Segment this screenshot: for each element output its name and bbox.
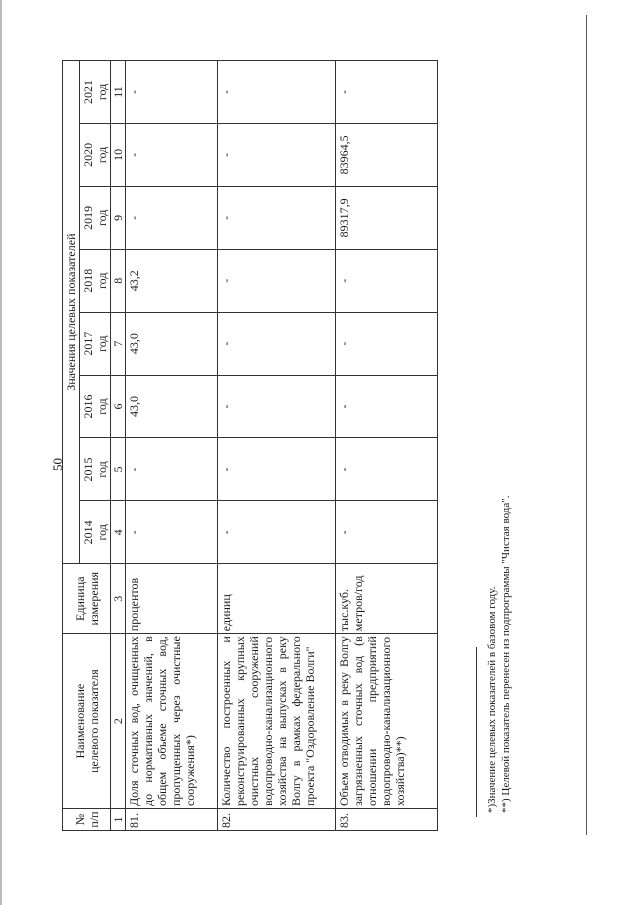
row-number: 83. (336, 809, 438, 831)
row-number: 82. (218, 809, 336, 831)
column-index: 2 (111, 634, 126, 809)
value-cell: - (218, 123, 336, 186)
value-cell: - (218, 249, 336, 312)
value-cell: - (336, 501, 438, 564)
value-cell: - (336, 249, 438, 312)
footnote-2: **) Целевой показатель перенесен из подпрограммы "Чистая вода". (500, 495, 512, 813)
values-group-header: Значения целевых показателей (63, 61, 80, 564)
target-indicators-table (62, 60, 438, 831)
year-header: 2021 год (80, 61, 111, 124)
value-cell: - (336, 61, 438, 124)
value-cell: 43,0 (126, 312, 218, 375)
year-header: 2020 год (80, 123, 111, 186)
col-unit-header: Единица измерения (63, 564, 111, 634)
year-header: 2018 год (80, 249, 111, 312)
value-cell: - (218, 501, 336, 564)
value-cell: - (336, 438, 438, 501)
column-index: 7 (111, 312, 126, 375)
value-cell: 43,2 (126, 249, 218, 312)
column-index: 8 (111, 249, 126, 312)
column-index: 3 (111, 564, 126, 634)
column-index: 5 (111, 438, 126, 501)
value-cell: - (126, 123, 218, 186)
year-header: 2016 год (80, 375, 111, 438)
column-index: 9 (111, 186, 126, 249)
value-cell: - (126, 61, 218, 124)
value-cell: - (336, 375, 438, 438)
footnotes (485, 496, 513, 814)
column-index: 11 (111, 61, 126, 124)
value-cell: - (218, 61, 336, 124)
table-row (336, 61, 438, 831)
unit-cell: тыс.куб. метров/год (336, 564, 438, 634)
value-cell: - (218, 375, 336, 438)
footnote-separator (476, 647, 477, 817)
value-cell: 89317,9 (336, 186, 438, 249)
value-cell: - (218, 186, 336, 249)
page-bottom-rule (586, 15, 587, 835)
unit-cell: единиц (218, 564, 336, 634)
column-index: 6 (111, 375, 126, 438)
indicator-name: Объем отводимых в реку Волгу загрязненных сточных вод (в отношении предприятий водопроводно-канализационного хозяйства)**) (336, 634, 438, 809)
header-row-1 (63, 61, 80, 831)
year-header: 2019 год (80, 186, 111, 249)
column-index: 10 (111, 123, 126, 186)
indicator-name: Количество построенных и реконструированных крупных очистных сооружений водопроводно-канализационного хозяйства на выпусках в реку Волгу в рамках федерального проекта "Оздоровление Волги" (218, 634, 336, 809)
indicator-name: Доля сточных вод, очищенных до нормативных значений, в общем объеме сточных вод, пропущенных через очистные сооружения*) (126, 634, 218, 809)
col-name-header: Наименование целевого показателя (63, 634, 111, 809)
page-number: 50 (50, 458, 65, 471)
col-number-header: № п/п (63, 809, 111, 831)
footnote-1: *)Значение целевых показателей в базовом году. (486, 586, 498, 813)
value-cell: - (218, 312, 336, 375)
column-index: 4 (111, 501, 126, 564)
year-header: 2014 год (80, 501, 111, 564)
value-cell: - (336, 312, 438, 375)
unit-cell: процентов (126, 564, 218, 634)
table-row (126, 61, 218, 831)
row-number: 81. (126, 809, 218, 831)
value-cell: - (218, 438, 336, 501)
value-cell: - (126, 501, 218, 564)
value-cell: - (126, 186, 218, 249)
value-cell: 43,0 (126, 375, 218, 438)
column-index-row (111, 61, 126, 831)
scan-edge (0, 0, 2, 905)
table-row (218, 61, 336, 831)
column-index: 1 (111, 809, 126, 831)
value-cell: - (126, 438, 218, 501)
year-header: 2015 год (80, 438, 111, 501)
value-cell: 83964,5 (336, 123, 438, 186)
year-header: 2017 год (80, 312, 111, 375)
